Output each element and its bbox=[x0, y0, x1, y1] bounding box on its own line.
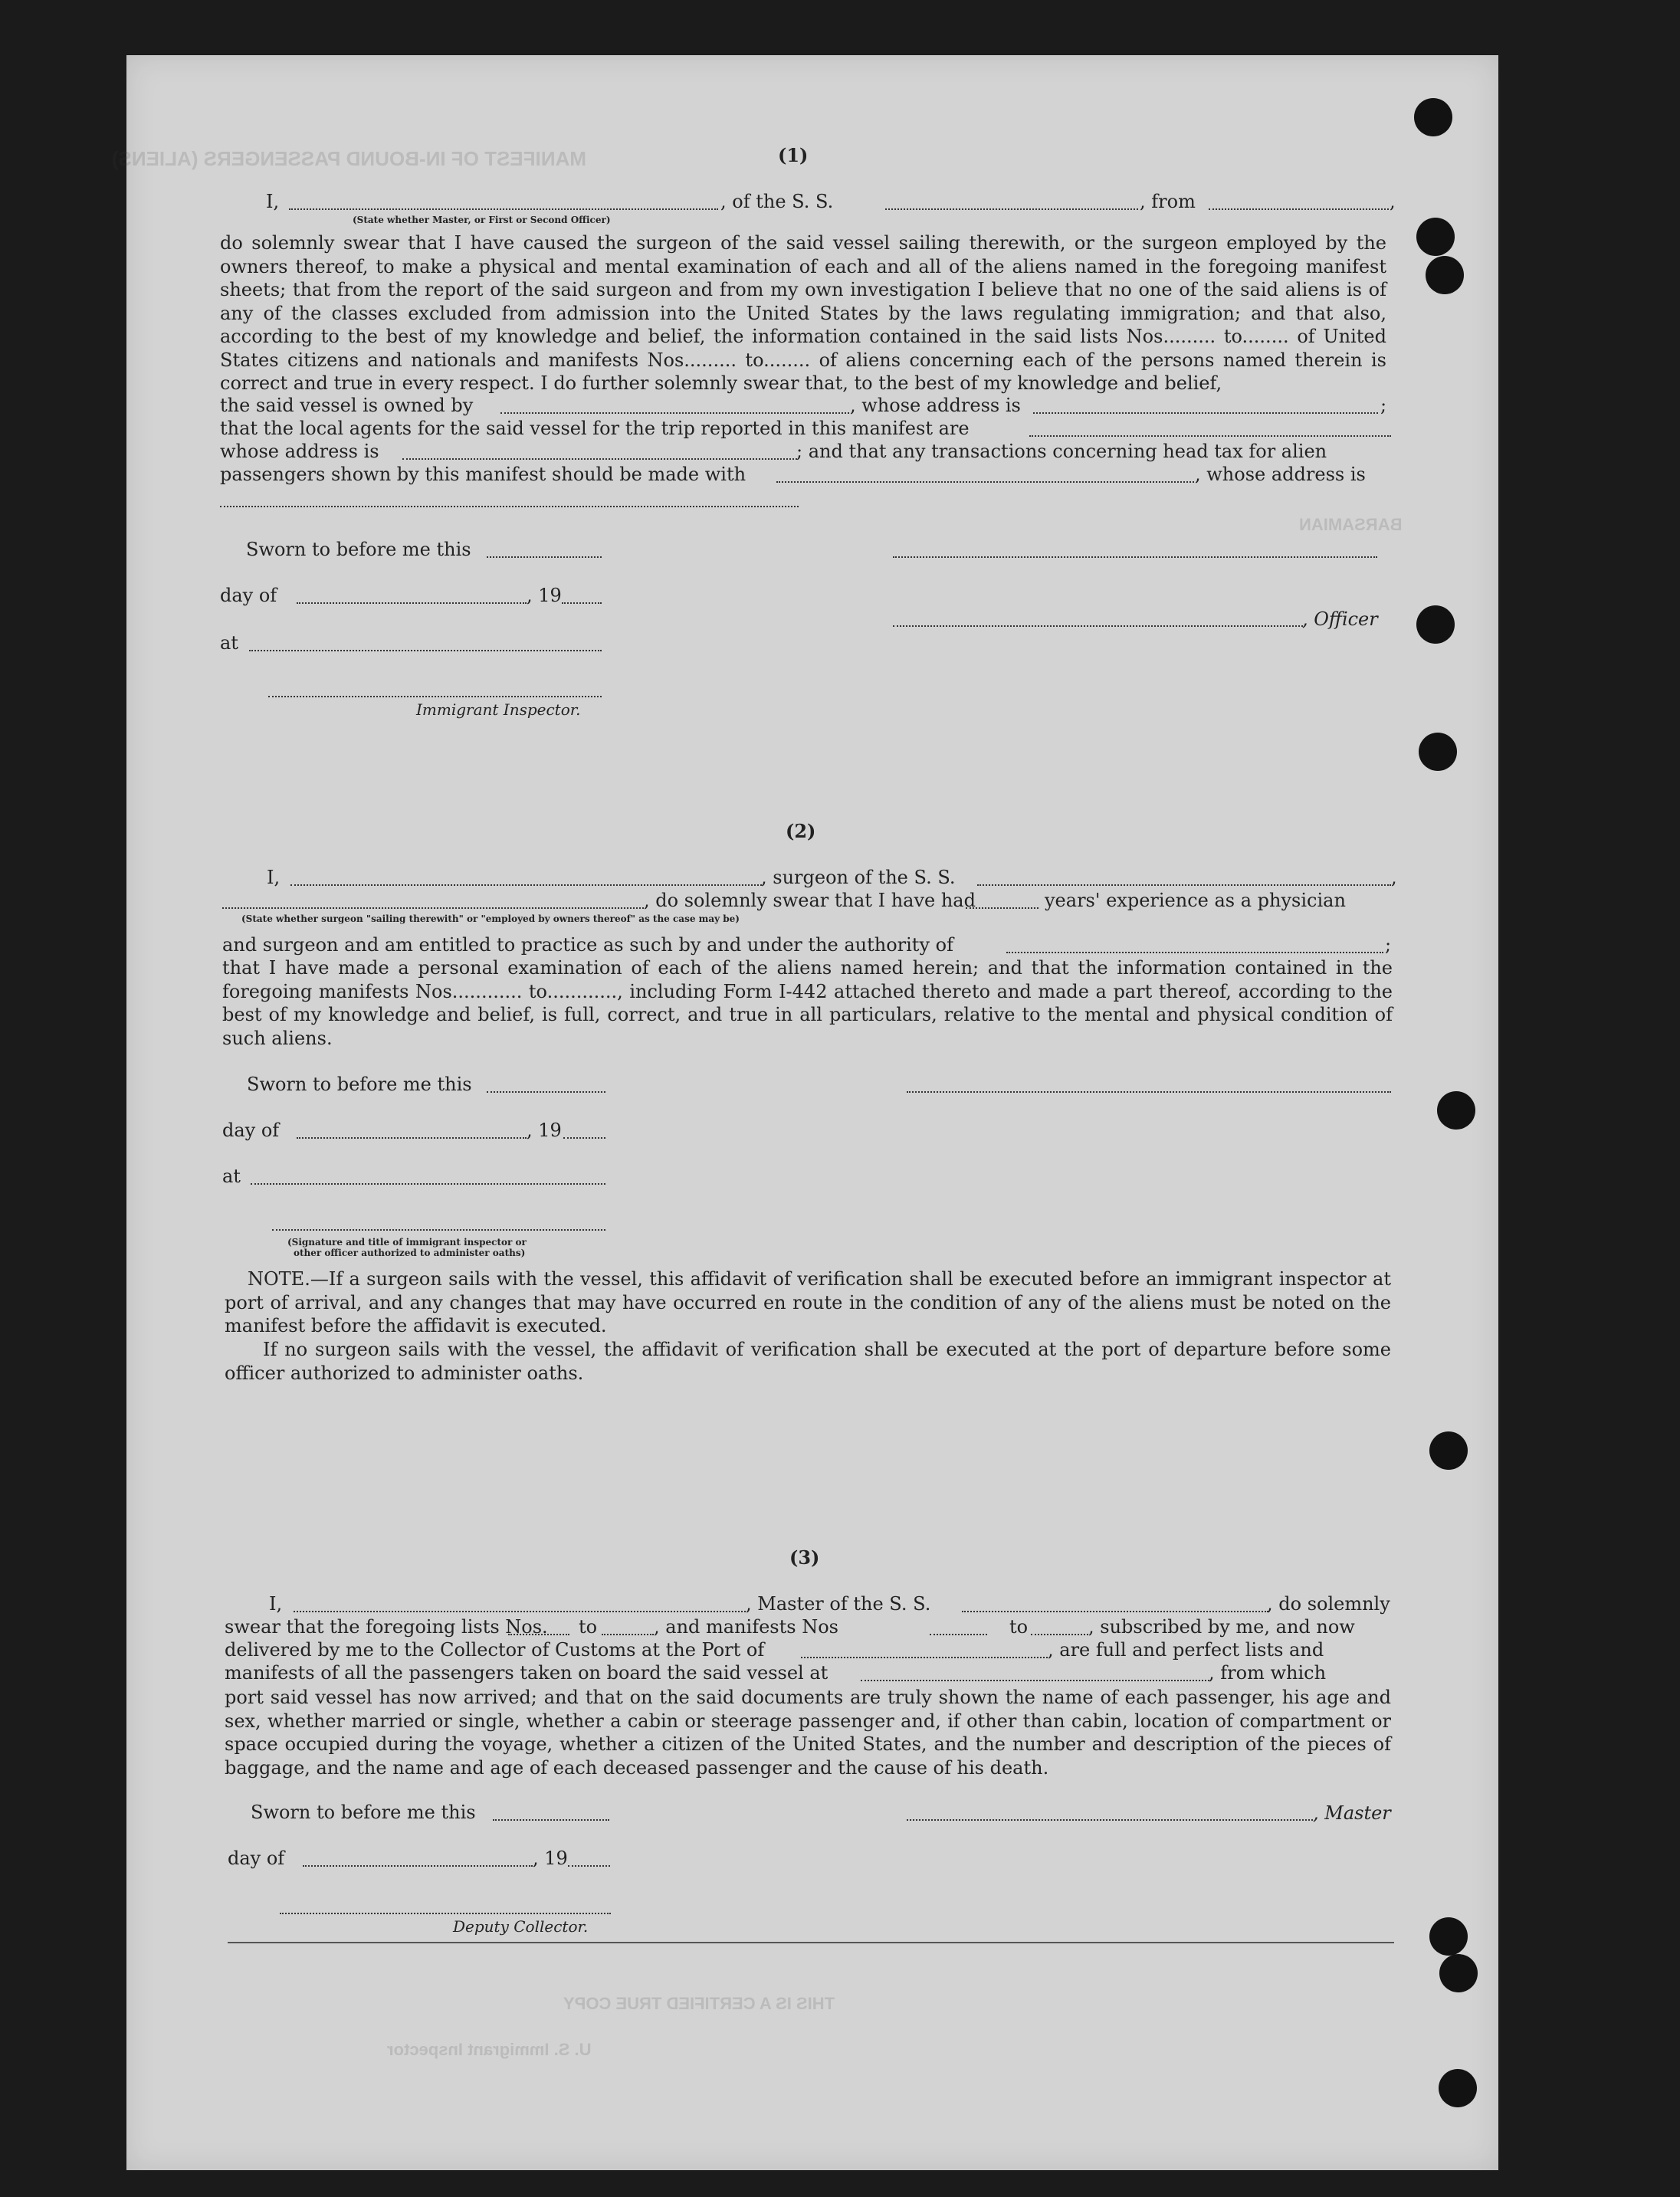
s3-subscribed: , subscribed by me, and now bbox=[1088, 1616, 1355, 1638]
s3-year: , 19 bbox=[533, 1848, 568, 1869]
s3-master-label: , Master bbox=[1313, 1802, 1391, 1824]
s2-caption: (State whether surgeon "sailing therewith" or "employed by owners thereof" as the case may be) bbox=[241, 913, 740, 924]
bleed-through-text: THIS IS A CERTIFIED TRUE COPY bbox=[563, 1994, 835, 2013]
s3-master-signature-line[interactable] bbox=[907, 1819, 1313, 1821]
punch-hole bbox=[1419, 733, 1457, 771]
s1-agents-addr: whose address is bbox=[220, 441, 379, 462]
s1-caption: (State whether Master, or First or Second Officer) bbox=[353, 215, 611, 225]
s3-vessel-field[interactable] bbox=[962, 1611, 1268, 1612]
s1-agents-address-field[interactable] bbox=[402, 458, 797, 460]
s3-sworn: Sworn to before me this bbox=[251, 1802, 476, 1823]
punch-hole bbox=[1426, 256, 1464, 294]
s2-sworn-date-field[interactable] bbox=[487, 1091, 605, 1093]
s3-from-which: , from which bbox=[1209, 1662, 1327, 1684]
punch-hole bbox=[1437, 1091, 1475, 1130]
bleed-through-text: BARSAMIAN bbox=[1299, 515, 1403, 534]
punch-hole bbox=[1429, 1917, 1468, 1956]
s1-head-tax-party-field[interactable] bbox=[776, 481, 1194, 483]
s2-sworn: Sworn to before me this bbox=[247, 1074, 472, 1095]
bleed-through-text: U. S. Immigrant Inspector bbox=[387, 2040, 592, 2059]
s1-passengers: passengers shown by this manifest should be made with bbox=[220, 464, 746, 485]
s2-body: that I have made a personal examination of each of the aliens named herein; and that the information contained in the foregoing manifests Nos............ to............, including Form I-442 attached thereto and made a part thereof, according to the best of my knowledge and belief, is full, correct, and true in all particulars, relative to the mental and physical condition of such aliens. bbox=[222, 957, 1393, 1049]
s2-capacity-field[interactable] bbox=[222, 907, 644, 909]
s3-lists-from-field[interactable] bbox=[508, 1634, 569, 1635]
s1-year-field[interactable] bbox=[562, 602, 602, 604]
s1-officer-name-field[interactable] bbox=[289, 208, 718, 210]
s1-sworn-date-field[interactable] bbox=[487, 556, 602, 558]
s3-manifests-to-field[interactable] bbox=[1031, 1634, 1088, 1635]
s3-full-perfect: , are full and perfect lists and bbox=[1048, 1639, 1324, 1661]
s3-lists-to: to bbox=[579, 1616, 598, 1638]
s3-boarded-at-field[interactable] bbox=[861, 1680, 1209, 1681]
s2-year-field[interactable] bbox=[563, 1137, 605, 1139]
s2-surgeon-name-field[interactable] bbox=[290, 884, 762, 886]
s1-head-tax-address-field[interactable] bbox=[220, 506, 799, 507]
s3-day-field[interactable] bbox=[303, 1865, 533, 1867]
s1-from-field[interactable] bbox=[1209, 208, 1389, 210]
s3-manifests-nos: , and manifests Nos bbox=[654, 1616, 838, 1638]
bleed-through-text: MANIFEST OF IN-BOUND PASSENGERS (ALIENS) bbox=[111, 147, 586, 170]
s1-i: I, bbox=[266, 191, 280, 212]
s1-year: , 19 bbox=[527, 585, 562, 606]
s2-years-field[interactable] bbox=[966, 907, 1039, 909]
s3-body: port said vessel has now arrived; and that on the said documents are truly shown the name of each passenger, his age and sex, whether married or single, whether a cabin or steerage passenger and, if other than cabin, location of compartment or space occupied during the voyage, whether a citizen of the United States, and the number and description of the pieces of baggage, and the name and age of each deceased passenger and the cause of his death. bbox=[225, 1687, 1391, 1779]
s2-note-1-text: NOTE.—If a surgeon sails with the vessel, this affidavit of verification shall be executed before an immigrant inspector at port of arrival, and any changes that may have occurred en route in the condition of any of the aliens must be noted on the manifest before the affidavit is executed. bbox=[225, 1268, 1391, 1336]
s2-at-field[interactable] bbox=[251, 1183, 605, 1185]
s3-day-of: day of bbox=[228, 1848, 285, 1869]
s3-collector-signature-line[interactable] bbox=[280, 1913, 611, 1914]
s2-note-2-text: If no surgeon sails with the vessel, the affidavit of verification shall be executed at the port of departure before some officer authorized to administer oaths. bbox=[225, 1339, 1391, 1384]
punch-hole bbox=[1414, 98, 1452, 136]
s2-sig-caption-1: (Signature and title of immigrant inspector or bbox=[287, 1237, 527, 1248]
s1-agents-field[interactable] bbox=[1029, 435, 1391, 437]
s2-at: at bbox=[222, 1166, 241, 1187]
s3-manifests-all: manifests of all the passengers taken on board the said vessel at bbox=[225, 1662, 829, 1684]
section-1-number: (1) bbox=[778, 144, 809, 166]
s1-owner-field[interactable] bbox=[500, 412, 849, 414]
s1-at-field[interactable] bbox=[249, 650, 602, 651]
s2-years-experience: years' experience as a physician bbox=[1045, 890, 1346, 911]
s2-surgeon-signature-line[interactable] bbox=[907, 1091, 1391, 1093]
s1-signature-line[interactable] bbox=[893, 556, 1377, 558]
s3-manifests-to: to bbox=[1009, 1616, 1029, 1638]
s1-vessel-field[interactable] bbox=[885, 208, 1138, 210]
s2-year: , 19 bbox=[527, 1120, 562, 1141]
punch-hole bbox=[1416, 605, 1455, 644]
s2-sig-caption-2: other officer authorized to administer oaths) bbox=[294, 1248, 526, 1258]
s2-swear: , do solemnly swear that I have had bbox=[644, 890, 976, 911]
s1-at: at bbox=[220, 632, 238, 654]
punch-hole bbox=[1439, 1954, 1478, 1992]
bottom-rule bbox=[228, 1942, 1394, 1943]
s2-vessel-field[interactable] bbox=[977, 884, 1391, 886]
s3-year-field[interactable] bbox=[568, 1865, 610, 1867]
s1-head-tax: ; and that any transactions concerning head tax for alien bbox=[796, 441, 1327, 462]
s2-note-2 bbox=[225, 1338, 1391, 1385]
s3-lists-to-field[interactable] bbox=[602, 1634, 654, 1635]
manifest-back-sheet bbox=[111, 55, 1498, 2170]
s2-surgeon-of-ss: , surgeon of the S. S. bbox=[761, 867, 956, 888]
section-2-number: (2) bbox=[786, 820, 816, 842]
s1-body: do solemnly swear that I have caused the surgeon of the said vessel sailing therewith, or the surgeon employed by the owners thereof, to make a physical and mental examination of each and all of the aliens named in the foregoing manifest sheets; that from the report of the said surgeon and from my own investigation I believe that no one of the said aliens is of any of the classes excluded from admission into the United States by the laws regulating immigration; and that also, according to the best of my knowledge and belief, the information contained in the said lists Nos......... to........ of United States citizens and nationals and manifests Nos......... to........ of aliens concerning each of the persons named therein is correct and true in every respect. I do further solemnly swear that, to the best of my knowledge and belief, bbox=[220, 232, 1386, 394]
punch-hole bbox=[1416, 218, 1455, 256]
s1-of-ss: , of the S. S. bbox=[720, 191, 834, 212]
s1-whose-address-is: , whose address is bbox=[1195, 464, 1366, 485]
s1-day-field[interactable] bbox=[297, 602, 527, 604]
s3-do-solemnly: , do solemnly bbox=[1267, 1593, 1390, 1615]
s1-officer-label: , Officer bbox=[1302, 608, 1378, 630]
s1-inspector-label: Immigrant Inspector. bbox=[416, 700, 581, 719]
s3-master-of-ss: , Master of the S. S. bbox=[746, 1593, 931, 1615]
s3-deputy-label: Deputy Collector. bbox=[453, 1917, 589, 1936]
s3-lists-nos: swear that the foregoing lists Nos. bbox=[225, 1616, 548, 1638]
s2-day-field[interactable] bbox=[297, 1137, 527, 1139]
punch-hole bbox=[1439, 2069, 1477, 2107]
s2-authority: and surgeon and am entitled to practice as such by and under the authority of bbox=[222, 934, 953, 956]
s1-owned-addr: , whose address is bbox=[850, 395, 1021, 416]
punch-hole bbox=[1429, 1431, 1468, 1470]
s3-sworn-date-field[interactable] bbox=[493, 1819, 609, 1821]
s1-agents: that the local agents for the said vessel for the trip reported in this manifest are bbox=[220, 418, 970, 439]
s2-semicolon: ; bbox=[1385, 934, 1392, 956]
section-3-number: (3) bbox=[789, 1546, 820, 1569]
s1-sworn: Sworn to before me this bbox=[246, 539, 471, 560]
s2-i: I, bbox=[267, 867, 281, 888]
s3-manifests-from-field[interactable] bbox=[930, 1634, 987, 1635]
s2-authority-field[interactable] bbox=[1006, 952, 1383, 953]
s3-i: I, bbox=[269, 1593, 283, 1615]
s1-semicolon: ; bbox=[1380, 395, 1387, 416]
s2-comma: , bbox=[1391, 867, 1397, 888]
s1-owned-by: the said vessel is owned by bbox=[220, 395, 474, 416]
s3-delivered: delivered by me to the Collector of Customs at the Port of bbox=[225, 1639, 765, 1661]
s1-inspector-signature-line[interactable] bbox=[268, 696, 602, 697]
s1-day-of: day of bbox=[220, 585, 277, 606]
s1-officer-signature-line[interactable] bbox=[893, 625, 1303, 627]
s1-from: , from bbox=[1140, 191, 1196, 212]
s3-port-field[interactable] bbox=[801, 1657, 1048, 1658]
s1-owner-address-field[interactable] bbox=[1033, 412, 1378, 414]
s2-day-of: day of bbox=[222, 1120, 280, 1141]
s3-master-name-field[interactable] bbox=[294, 1611, 746, 1612]
s2-note-1 bbox=[225, 1267, 1391, 1338]
s1-comma: , bbox=[1390, 191, 1396, 212]
s2-inspector-signature-line[interactable] bbox=[272, 1229, 605, 1231]
